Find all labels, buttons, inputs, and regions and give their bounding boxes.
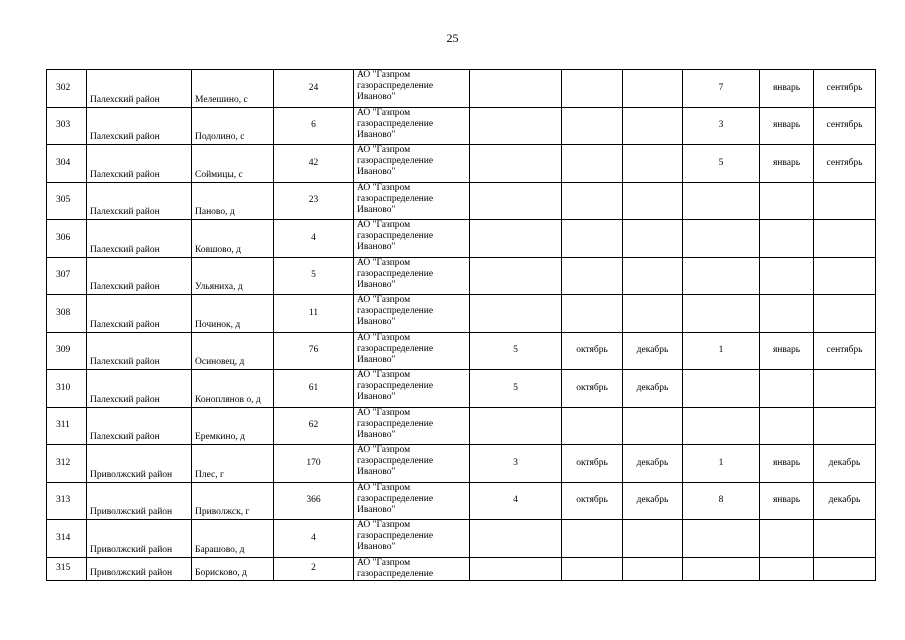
stage1-start-month-cell [562, 145, 623, 183]
row-number-cell: 315 [47, 557, 87, 580]
stage1-start-month-cell [562, 220, 623, 258]
stage1-end-month-cell: декабрь [623, 370, 683, 408]
organization-line: АО "Газпром [357, 257, 411, 268]
stage2-start-month-cell: январь [760, 482, 814, 520]
organization-cell [354, 407, 470, 445]
stage2-start-month-cell: январь [760, 107, 814, 145]
organization-line: Иваново" [357, 129, 396, 140]
row-number-cell: 309 [47, 332, 87, 370]
organization-line: газораспределение [357, 193, 434, 204]
table-row [47, 332, 876, 370]
stage2-count-cell [683, 407, 760, 445]
table-row [47, 70, 876, 108]
stage1-start-month-cell [562, 407, 623, 445]
stage2-count-cell: 1 [683, 332, 760, 370]
count-cell: 6 [274, 107, 354, 145]
stage2-start-month-cell: январь [760, 445, 814, 483]
stage1-count-cell [470, 145, 562, 183]
stage2-start-month-cell [760, 257, 814, 295]
district-cell: Приволжский район [87, 445, 192, 483]
gasification-schedule-table [46, 69, 876, 581]
row-number-cell: 306 [47, 220, 87, 258]
organization-line: АО "Газпром [357, 182, 411, 193]
settlement-cell: Приволжск, г [192, 482, 274, 520]
stage2-start-month-cell: январь [760, 145, 814, 183]
stage1-start-month-cell [562, 557, 623, 580]
row-number-cell: 302 [47, 70, 87, 108]
settlement-cell: Барашово, д [192, 520, 274, 558]
organization-cell [354, 370, 470, 408]
row-number-cell: 303 [47, 107, 87, 145]
organization-cell [354, 107, 470, 145]
stage2-count-cell: 5 [683, 145, 760, 183]
organization-line: Иваново" [357, 429, 396, 440]
organization-line: АО "Газпром [357, 295, 411, 305]
count-cell: 4 [274, 520, 354, 558]
table-row [47, 145, 876, 183]
organization-line: АО "Газпром [357, 557, 411, 568]
organization-line: Иваново" [357, 542, 396, 552]
table-body [47, 70, 876, 581]
stage1-count-cell [470, 257, 562, 295]
organization-line: Иваново" [357, 204, 396, 215]
stage1-end-month-cell [623, 70, 683, 108]
stage2-count-cell [683, 182, 760, 220]
settlement-cell: Плес, г [192, 445, 274, 483]
row-number-cell: 310 [47, 370, 87, 408]
stage2-start-month-cell [760, 220, 814, 258]
organization-line: газораспределение [357, 118, 434, 129]
stage2-end-month-cell: декабрь [814, 482, 876, 520]
organization-line: Иваново" [357, 92, 396, 102]
count-cell: 62 [274, 407, 354, 445]
stage2-end-month-cell [814, 220, 876, 258]
stage2-start-month-cell: январь [760, 70, 814, 108]
stage2-end-month-cell [814, 557, 876, 580]
row-number-cell: 312 [47, 445, 87, 483]
organization-line: АО "Газпром [357, 407, 411, 418]
organization-cell [354, 520, 470, 558]
settlement-cell: Соймицы, с [192, 145, 274, 183]
stage1-count-cell: 3 [470, 445, 562, 483]
organization-cell [354, 70, 470, 108]
organization-cell [354, 220, 470, 258]
organization-line: Иваново" [357, 279, 396, 290]
stage1-end-month-cell: декабрь [623, 445, 683, 483]
organization-line: АО "Газпром [357, 520, 411, 530]
table-row [47, 407, 876, 445]
organization-line: Иваново" [357, 242, 396, 252]
stage1-start-month-cell: октябрь [562, 332, 623, 370]
stage2-count-cell [683, 295, 760, 333]
stage1-start-month-cell: октябрь [562, 370, 623, 408]
table-row [47, 220, 876, 258]
organization-line: Иваново" [357, 167, 396, 177]
table-row [47, 182, 876, 220]
stage2-start-month-cell [760, 370, 814, 408]
row-number-cell: 307 [47, 257, 87, 295]
organization-line: газораспределение [357, 343, 434, 354]
stage2-count-cell [683, 220, 760, 258]
stage1-start-month-cell [562, 520, 623, 558]
stage1-end-month-cell [623, 220, 683, 258]
count-cell: 11 [274, 295, 354, 333]
stage2-start-month-cell [760, 295, 814, 333]
row-number-cell: 308 [47, 295, 87, 333]
count-cell: 4 [274, 220, 354, 258]
organization-line: газораспределение [357, 81, 434, 91]
district-cell: Палехский район [87, 370, 192, 408]
stage1-count-cell [470, 107, 562, 145]
stage2-start-month-cell [760, 557, 814, 580]
district-cell: Палехский район [87, 182, 192, 220]
stage2-end-month-cell [814, 257, 876, 295]
stage2-end-month-cell: сентябрь [814, 332, 876, 370]
stage1-end-month-cell [623, 145, 683, 183]
stage2-start-month-cell: январь [760, 332, 814, 370]
organization-cell [354, 295, 470, 333]
settlement-cell: Паново, д [192, 182, 274, 220]
organization-line: газораспределение [357, 493, 434, 504]
district-cell: Палехский район [87, 220, 192, 258]
row-number-cell: 304 [47, 145, 87, 183]
organization-line: газораспределение [357, 381, 434, 391]
organization-line: Иваново" [357, 392, 396, 402]
district-cell: Приволжский район [87, 557, 192, 580]
stage2-end-month-cell: сентябрь [814, 70, 876, 108]
organization-line: газораспределение [357, 231, 434, 241]
table-row [47, 370, 876, 408]
stage1-end-month-cell: декабрь [623, 332, 683, 370]
stage2-count-cell: 8 [683, 482, 760, 520]
organization-line: газораспределение [357, 156, 434, 166]
stage1-start-month-cell [562, 257, 623, 295]
stage2-end-month-cell [814, 520, 876, 558]
organization-line: АО "Газпром [357, 482, 411, 493]
organization-line: Иваново" [357, 354, 396, 365]
stage1-end-month-cell [623, 295, 683, 333]
stage2-end-month-cell: сентябрь [814, 145, 876, 183]
settlement-cell: Подолино, с [192, 107, 274, 145]
organization-line: Иваново" [357, 317, 396, 327]
organization-line: газораспределение [357, 306, 434, 316]
table-row [47, 295, 876, 333]
settlement-cell: Коноплянов о, д [192, 370, 274, 408]
settlement-cell: Ульяниха, д [192, 257, 274, 295]
row-number-cell: 311 [47, 407, 87, 445]
count-cell: 2 [274, 557, 354, 580]
district-cell: Палехский район [87, 295, 192, 333]
count-cell: 76 [274, 332, 354, 370]
stage2-count-cell [683, 257, 760, 295]
district-cell: Приволжский район [87, 482, 192, 520]
table-row [47, 257, 876, 295]
stage1-count-cell: 5 [470, 332, 562, 370]
organization-line: газораспределение [357, 531, 434, 541]
stage1-count-cell [470, 70, 562, 108]
stage2-end-month-cell [814, 182, 876, 220]
stage1-start-month-cell: октябрь [562, 445, 623, 483]
organization-cell [354, 482, 470, 520]
organization-cell [354, 445, 470, 483]
settlement-cell: Ковшово, д [192, 220, 274, 258]
district-cell: Палехский район [87, 107, 192, 145]
table-row [47, 482, 876, 520]
row-number-cell: 305 [47, 182, 87, 220]
stage2-end-month-cell [814, 370, 876, 408]
stage2-count-cell [683, 370, 760, 408]
organization-cell [354, 557, 470, 580]
row-number-cell: 314 [47, 520, 87, 558]
stage2-count-cell: 7 [683, 70, 760, 108]
stage1-count-cell: 4 [470, 482, 562, 520]
district-cell: Палехский район [87, 257, 192, 295]
page-number: 25 [446, 31, 459, 45]
settlement-cell: Борисково, д [192, 557, 274, 580]
stage2-count-cell: 1 [683, 445, 760, 483]
district-cell: Палехский район [87, 70, 192, 108]
organization-line: АО "Газпром [357, 332, 411, 343]
organization-line: АО "Газпром [357, 370, 411, 380]
stage1-start-month-cell [562, 182, 623, 220]
settlement-cell: Мелешино, с [192, 70, 274, 108]
organization-line: АО "Газпром [357, 70, 411, 80]
stage1-count-cell [470, 557, 562, 580]
organization-line: АО "Газпром [357, 445, 411, 455]
stage2-count-cell [683, 557, 760, 580]
stage2-start-month-cell [760, 520, 814, 558]
organization-line: газораспределение [357, 568, 434, 579]
organization-line: газораспределение [357, 456, 434, 466]
stage1-start-month-cell: октябрь [562, 482, 623, 520]
table-row [47, 445, 876, 483]
stage2-start-month-cell [760, 407, 814, 445]
table-row [47, 520, 876, 558]
stage2-end-month-cell: сентябрь [814, 107, 876, 145]
stage1-end-month-cell [623, 557, 683, 580]
stage2-count-cell [683, 520, 760, 558]
stage2-end-month-cell: декабрь [814, 445, 876, 483]
stage1-count-cell [470, 407, 562, 445]
stage1-start-month-cell [562, 107, 623, 145]
stage1-count-cell [470, 220, 562, 258]
count-cell: 61 [274, 370, 354, 408]
stage1-end-month-cell [623, 182, 683, 220]
count-cell: 170 [274, 445, 354, 483]
district-cell: Приволжский район [87, 520, 192, 558]
district-cell: Палехский район [87, 332, 192, 370]
organization-line: газораспределение [357, 268, 434, 279]
table-row [47, 557, 876, 580]
stage1-count-cell [470, 182, 562, 220]
organization-cell [354, 145, 470, 183]
count-cell: 5 [274, 257, 354, 295]
organization-cell [354, 182, 470, 220]
stage1-count-cell [470, 295, 562, 333]
count-cell: 23 [274, 182, 354, 220]
row-number-cell: 313 [47, 482, 87, 520]
stage1-end-month-cell [623, 407, 683, 445]
table-row [47, 107, 876, 145]
stage1-end-month-cell [623, 257, 683, 295]
stage2-start-month-cell [760, 182, 814, 220]
count-cell: 366 [274, 482, 354, 520]
stage1-end-month-cell: декабрь [623, 482, 683, 520]
stage1-count-cell [470, 520, 562, 558]
organization-line: АО "Газпром [357, 145, 411, 155]
settlement-cell: Осиновец, д [192, 332, 274, 370]
district-cell: Палехский район [87, 407, 192, 445]
stage1-start-month-cell [562, 70, 623, 108]
organization-cell [354, 332, 470, 370]
settlement-cell: Починок, д [192, 295, 274, 333]
stage1-count-cell: 5 [470, 370, 562, 408]
organization-line: АО "Газпром [357, 107, 411, 118]
count-cell: 42 [274, 145, 354, 183]
stage2-count-cell: 3 [683, 107, 760, 145]
organization-line: газораспределение [357, 418, 434, 429]
stage1-start-month-cell [562, 295, 623, 333]
organization-line: Иваново" [357, 504, 396, 515]
settlement-cell: Еремкино, д [192, 407, 274, 445]
count-cell: 24 [274, 70, 354, 108]
stage2-end-month-cell [814, 295, 876, 333]
organization-cell [354, 257, 470, 295]
stage2-end-month-cell [814, 407, 876, 445]
organization-line: Иваново" [357, 467, 396, 477]
district-cell: Палехский район [87, 145, 192, 183]
organization-line: АО "Газпром [357, 220, 411, 230]
stage1-end-month-cell [623, 520, 683, 558]
stage1-end-month-cell [623, 107, 683, 145]
